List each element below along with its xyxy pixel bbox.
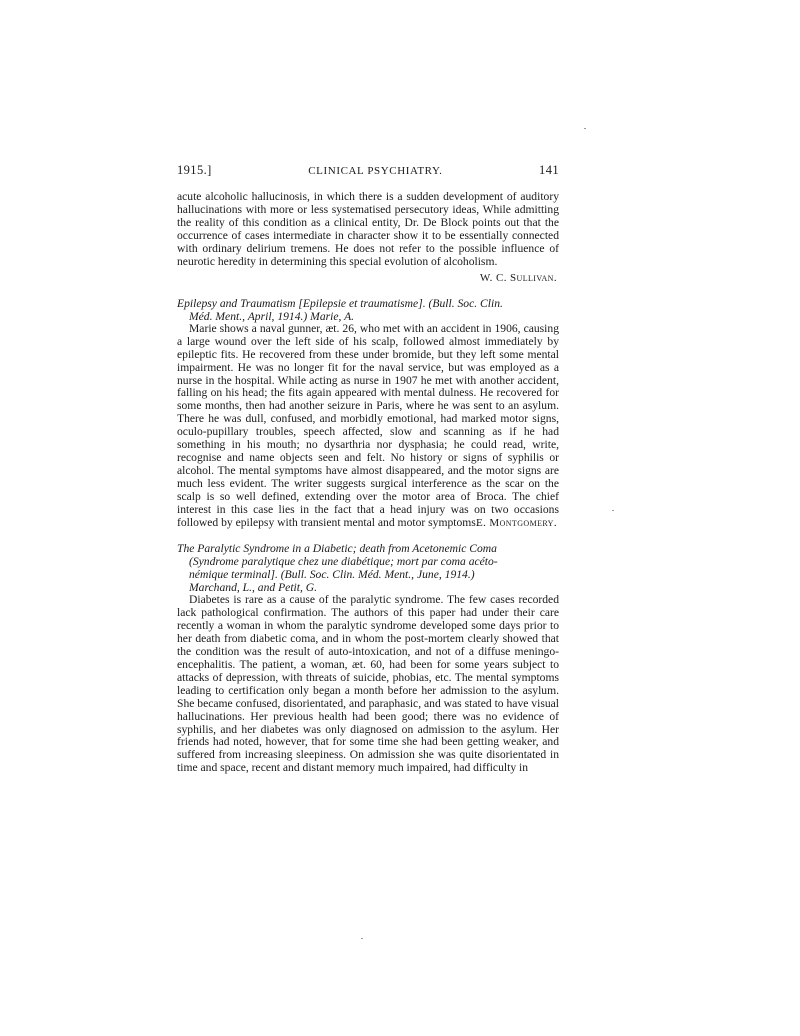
page-header (177, 163, 559, 179)
diabetic-paragraph: Diabetes is rare as a cause of the paralytic syndrome. The few cases recorded lack pathological confirmation. The authors of this paper had under their care recently a woman in whom the paralytic syndrome developed some days prior to her death from diabetic coma, and in whom the post-mortem clearly showed that the condition was the result of auto-intoxication, and not of a diffuse meningo-encephalitis. The patient, a woman, æt. 60, had been for some years subject to attacks of depression, with threats of suicide, phobias, etc. The mental symptoms leading to certification only began a month before her admission to the asylum. She became confused, disorientated, and paraphasic, and was stated to have visual hallucinations. Her previous health had been good; there was no evidence of syphilis, and her diabetes was only diagnosed on admission to the asylum. Her friends had noted, however, that for some time she had been getting weaker, and suffered from increasing sleepiness. On admission she was quite disorientated in time and space, recent and distant memory much impaired, had difficulty in (177, 592, 559, 775)
running-title: CLINICAL PSYCHIATRY. (308, 165, 443, 177)
article-title-line: The Paralytic Syndrome in a Diabetic; death from Acetonemic Coma (177, 541, 497, 555)
author-signature-sullivan: W. C. Sullivan. (479, 271, 557, 284)
scan-speck (361, 938, 363, 939)
scan-speck (612, 510, 614, 511)
article-title-line: némique terminal]. (Bull. Soc. Clin. Méd. Ment., June, 1914.) (189, 567, 475, 581)
article-title-line: Méd. Ment., April, 1914.) Marie, A. (189, 309, 355, 323)
book-page (177, 163, 559, 775)
article-title-line: Epilepsy and Traumatism [Epilepsie et traumatisme]. (Bull. Soc. Clin. (177, 296, 503, 310)
author-signature-montgomery: E. Montgomery. (475, 516, 557, 529)
header-year: 1915.] (177, 163, 212, 177)
alcoholism-paragraph: acute alcoholic hallucinosis, in which there is a sudden development of auditory hallucinations with more or less systematised persecutory ideas, While admitting the reality of this condition as a clinical entity, Dr. De Block points out that the occurrence of cases intermediate in character show it to be essentially connected with ordinary delirium tremens. He does not refer to the possible influence of neurotic heredity in determining this special evolution of alcoholism. (177, 190, 559, 268)
page-number: 141 (539, 163, 559, 177)
epilepsy-paragraph: Marie shows a naval gunner, æt. 26, who met with an accident in 1906, causing a large wound over the left side of his scalp, followed almost immediately by epileptic fits. He recovered from these under bromide, but they left some mental impairment. He was no longer fit for the naval service, but was employed as a nurse in the hospital. While acting as nurse in 1907 he met with another accident, falling on his head; the fits again appeared with mental dulness. He recovered for some months, then had another seizure in Paris, where he was sent to an asylum. There he was dull, confused, and morbidly emotional, had marked motor signs, oculo-pupillary troubles, speech affected, slow and scanning as if he had something in his mouth; no dysarthria nor dysphasia; he could read, write, recognise and name objects seen and felt. No history or signs of syphilis or alcohol. The mental symptoms have almost disappeared, and the motor signs are much less evident. The writer suggests surgical interference as the scar on the scalp is so well defined, extending over the motor area of Broca. The chief interest in this case lies in the fact that a head injury was on two occasions followed by epilepsy with transient mental and motor symptoms. (177, 321, 559, 530)
scan-speck (584, 128, 586, 129)
article-title-line: (Syndrome paralytique chez une diabétique; mort par coma acéto- (189, 554, 498, 568)
article-title-line: Marchand, L., and Petit, G. (189, 580, 318, 594)
article-title-epilepsy (177, 297, 559, 323)
article-title-diabetic (177, 542, 559, 594)
